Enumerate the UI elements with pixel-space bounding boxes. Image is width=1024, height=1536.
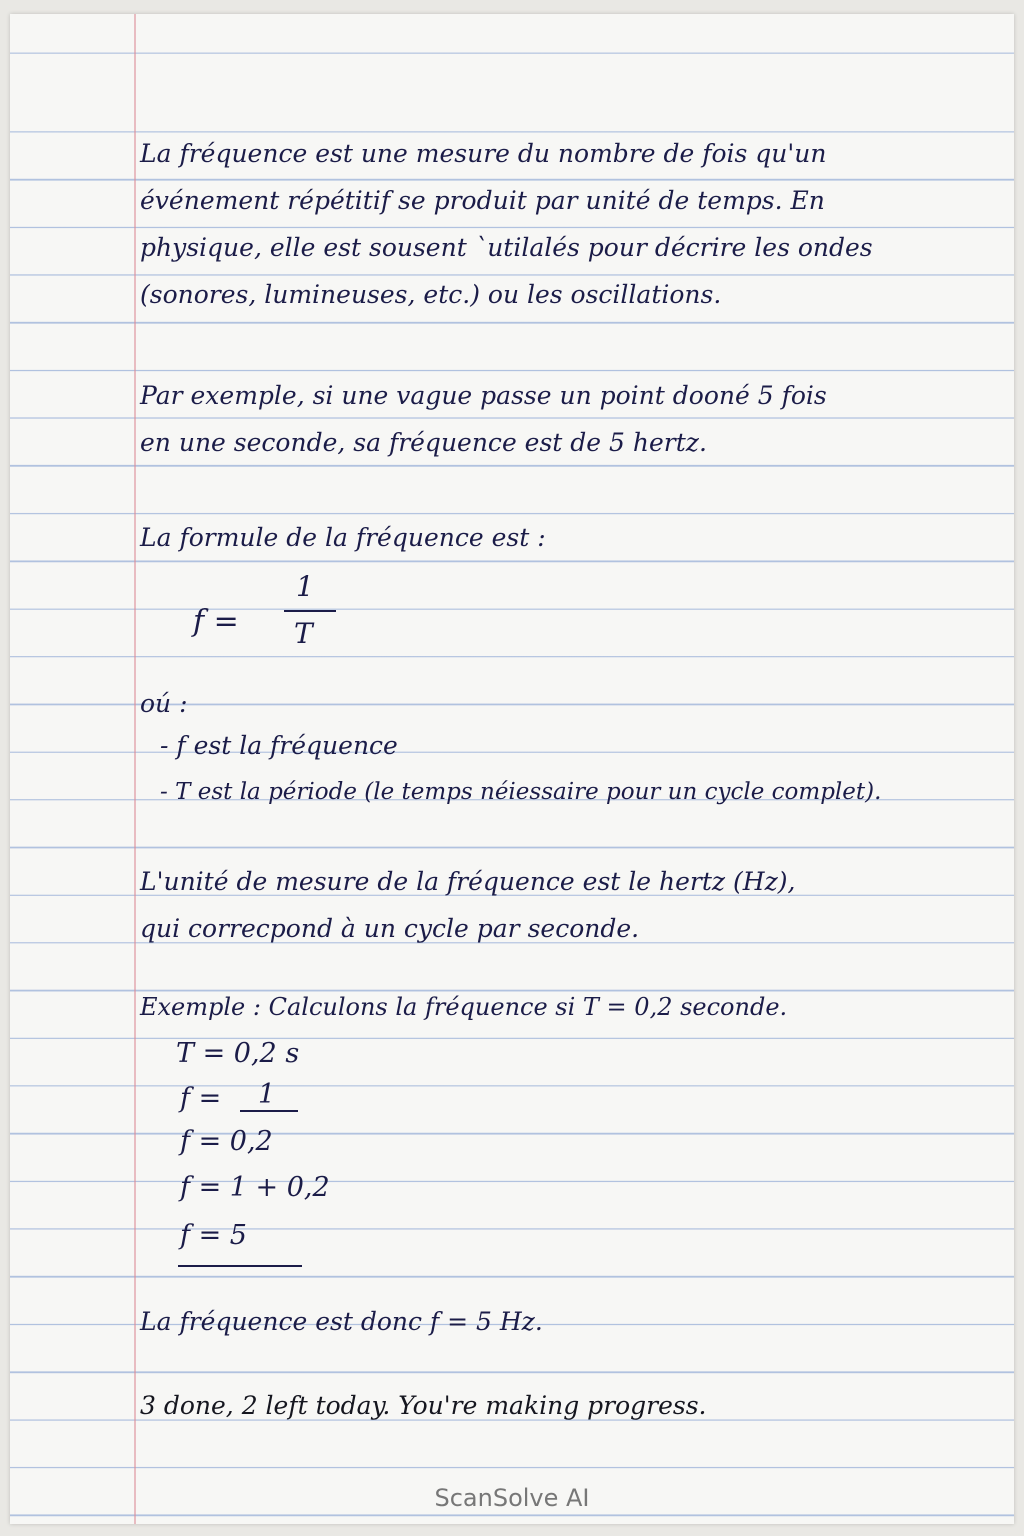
- intro-paragraph: [140, 130, 873, 318]
- example-line-1: Par exemple, si une vague passe un point dooné 5 fois: [140, 381, 827, 410]
- example-paragraph: [140, 372, 827, 466]
- formula-numerator: 1: [296, 570, 314, 603]
- intro-line-2: événement répétitif se produit par unité de temps. En: [140, 186, 825, 215]
- progress-note: 3 done, 2 left today. You're making progress.: [140, 1391, 707, 1420]
- where-item-frequency: - f est la fréquence: [160, 731, 398, 760]
- intro-line-1: La fréquence est une mesure du nombre de fois qu'un: [140, 139, 827, 168]
- formula-lhs: f =: [193, 604, 239, 639]
- formula-intro: La formule de la fréquence est :: [140, 523, 546, 552]
- step-fraction-bar: [240, 1110, 298, 1112]
- result-underline: [178, 1265, 302, 1267]
- unit-line-2: qui correcpond à un cycle par seconde.: [140, 914, 640, 943]
- formula-fraction-bar: [284, 610, 336, 612]
- step-f-result: f = 5: [180, 1220, 247, 1251]
- step-f-fraction-num: 1: [258, 1079, 276, 1110]
- example-line-2: en une seconde, sa fréquence est de 5 hertz.: [140, 428, 707, 457]
- conclusion: La fréquence est donc f = 5 Hz.: [140, 1307, 543, 1336]
- exercise-title: Exemple : Calculons la fréquence si T = 0,2 seconde.: [140, 993, 788, 1021]
- where-item-period: - T est la période (le temps néiessaire pour un cycle complet).: [160, 779, 882, 805]
- unit-line-1: L'unité de mesure de la fréquence est le hertz (Hz),: [140, 867, 796, 896]
- where-list: [160, 722, 881, 816]
- where-label: oú :: [140, 689, 188, 718]
- intro-line-4: (sonores, lumineuses, etc.) ou les oscillations.: [140, 280, 722, 309]
- step-t-value: T = 0,2 s: [176, 1038, 300, 1069]
- step-f-fraction-lhs: f =: [180, 1083, 222, 1114]
- step-f-3: f = 1 + 0,2: [180, 1172, 330, 1203]
- intro-line-3: physique, elle est sousent `utilalés pour décrire les ondes: [140, 233, 873, 262]
- footer-watermark: ScanSolve AI: [434, 1484, 590, 1512]
- margin-line: [134, 14, 136, 1524]
- step-f-2: f = 0,2: [180, 1126, 273, 1157]
- formula-denominator: T: [294, 617, 313, 650]
- unit-paragraph: [140, 858, 795, 952]
